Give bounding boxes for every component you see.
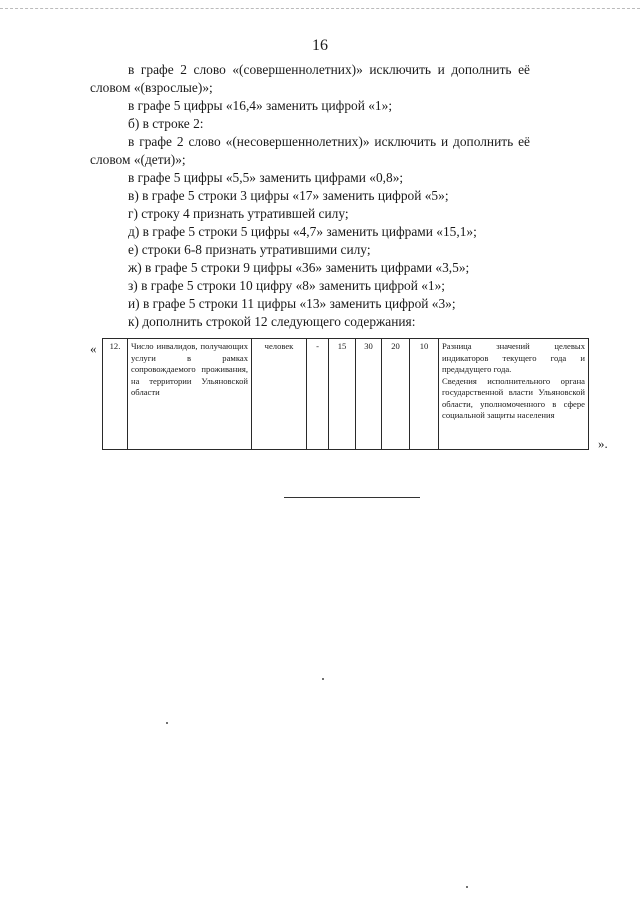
amendment-paragraph: е) строки 6-8 признать утратившими силу;	[128, 242, 371, 257]
amendment-paragraph: в графе 2 слово «(совершеннолетних)» исключить и дополнить её словом «(взрослые)»;	[90, 62, 530, 95]
closing-quote: ».	[598, 436, 608, 451]
value-cell: 20	[382, 339, 410, 450]
value-cell: 15	[329, 339, 356, 450]
table-row	[103, 339, 589, 450]
source-text: Сведения исполнительного органа государственной власти Ульяновской области, уполномоченного в сфере социальной защиты населения	[442, 375, 585, 420]
value-cell: 10	[410, 339, 439, 450]
page-number: 16	[312, 37, 328, 54]
amendment-paragraph: в графе 5 цифры «5,5» заменить цифрами «0,8»;	[128, 170, 404, 185]
calculation-method-cell	[439, 339, 589, 450]
amendment-list	[90, 61, 530, 331]
amendment-paragraph: г) строку 4 признать утратившей силу;	[128, 206, 349, 221]
amendment-paragraph: д) в графе 5 строки 5 цифры «4,7» заменить цифрами «15,1»;	[128, 224, 477, 239]
amendment-paragraph: в графе 5 цифры «16,4» заменить цифрой «1»;	[128, 98, 393, 113]
row-number-cell: 12.	[103, 339, 128, 450]
method-text: Разница значений целевых индикаторов текущего года и предыдущего года.	[442, 341, 585, 374]
scan-speck	[322, 678, 324, 680]
amendment-paragraph: ж) в графе 5 строки 9 цифры «36» заменить цифрами «3,5»;	[128, 260, 470, 275]
scan-speck	[166, 722, 168, 724]
scan-speck	[466, 886, 468, 888]
base-value-cell: -	[307, 339, 329, 450]
indicator-table	[102, 338, 589, 450]
unit-cell: человек	[252, 339, 307, 450]
end-separator-line	[284, 497, 420, 498]
amendment-paragraph: в) в графе 5 строки 3 цифры «17» заменить цифрой «5»;	[128, 188, 449, 203]
inserted-row-block	[90, 338, 615, 456]
amendment-paragraph: б) в строке 2:	[128, 116, 204, 131]
opening-quote: «	[90, 341, 97, 356]
amendment-paragraph: в графе 2 слово «(несовершеннолетних)» исключить и дополнить её словом «(дети)»;	[90, 134, 530, 167]
scan-edge	[0, 8, 640, 9]
value-cell: 30	[356, 339, 382, 450]
amendment-paragraph: и) в графе 5 строки 11 цифры «13» заменить цифрой «3»;	[128, 296, 456, 311]
amendment-paragraph: з) в графе 5 строки 10 цифру «8» заменить цифрой «1»;	[128, 278, 446, 293]
indicator-name-cell: Число инвалидов, получающих услуги в рамках сопровождаемого проживания, на территории Ульяновской области	[128, 339, 252, 450]
amendment-paragraph: к) дополнить строкой 12 следующего содержания:	[128, 314, 416, 329]
